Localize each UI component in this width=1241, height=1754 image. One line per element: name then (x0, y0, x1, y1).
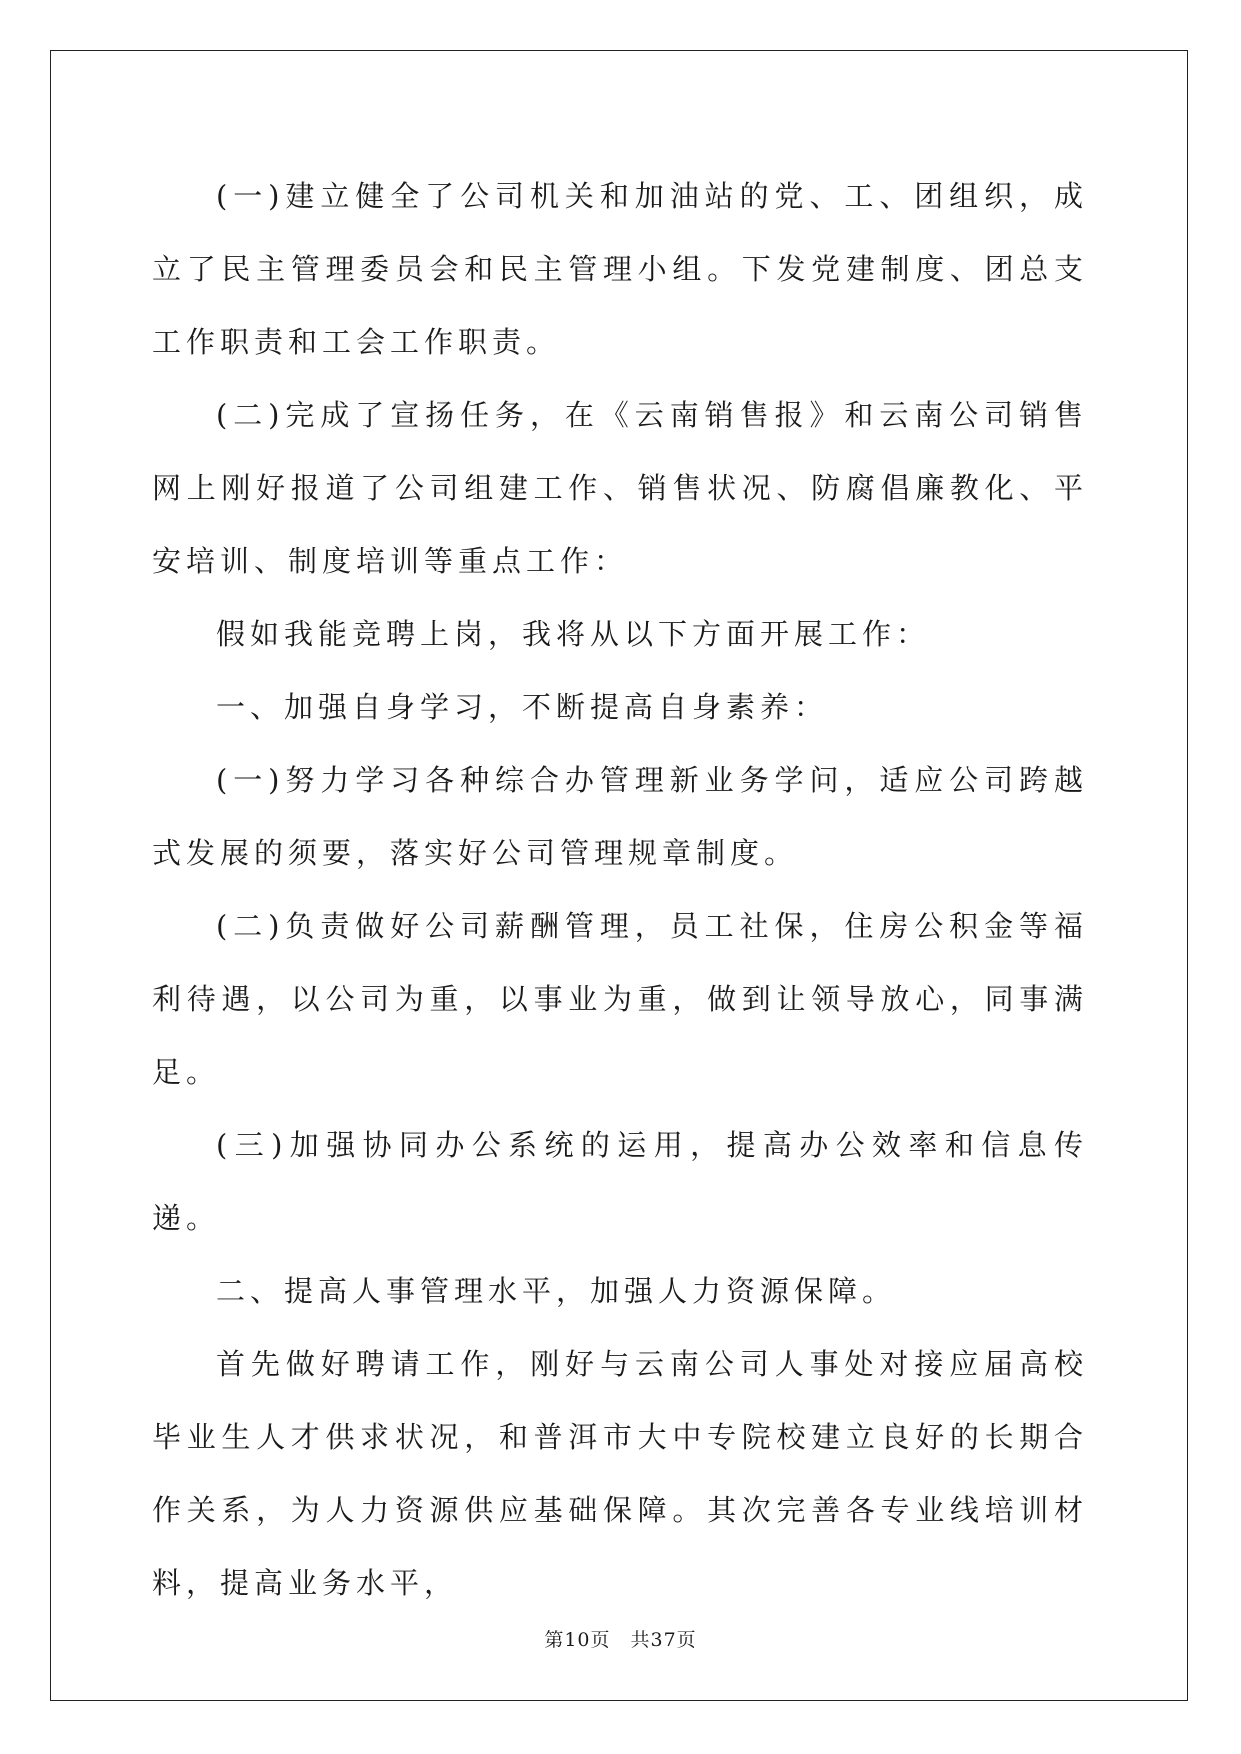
paragraph-8: 二、提高人事管理水平，加强人力资源保障。 (216, 1274, 897, 1308)
paragraph-9: 首先做好聘请工作，刚好与云南公司人事处对接应届高校毕业生人才供求状况，和普洱市大中专院校建立良好的长期合作关系，为人力资源供应基础保障。其次完善各专业线培训材料，提高业务水平， (152, 1347, 1088, 1600)
paragraph-5: (一)努力学习各种综合办管理新业务学问，适应公司跨越式发展的须要，落实好公司管理规章制度。 (152, 763, 1088, 870)
page-number-footer: 第10页 共37页 (544, 1629, 697, 1651)
paragraph-2: (二)完成了宣扬任务，在《云南销售报》和云南公司销售网上刚好报道了公司组建工作、销售状况、防腐倡廉教化、平安培训、制度培训等重点工作： (152, 398, 1088, 578)
paragraph-4: 一、加强自身学习，不断提高自身素养： (216, 690, 829, 724)
document-body (152, 160, 1088, 1620)
paragraph-1: (一)建立健全了公司机关和加油站的党、工、团组织，成立了民主管理委员会和民主管理小组。下发党建制度、团总支工作职责和工会工作职责。 (152, 179, 1088, 359)
paragraph-3: 假如我能竞聘上岗，我将从以下方面开展工作： (216, 617, 931, 651)
paragraph-6: (二)负责做好公司薪酬管理，员工社保，住房公积金等福利待遇，以公司为重，以事业为重，做到让领导放心，同事满足。 (152, 909, 1088, 1089)
paragraph-7: (三)加强协同办公系统的运用，提高办公效率和信息传递。 (152, 1128, 1088, 1235)
